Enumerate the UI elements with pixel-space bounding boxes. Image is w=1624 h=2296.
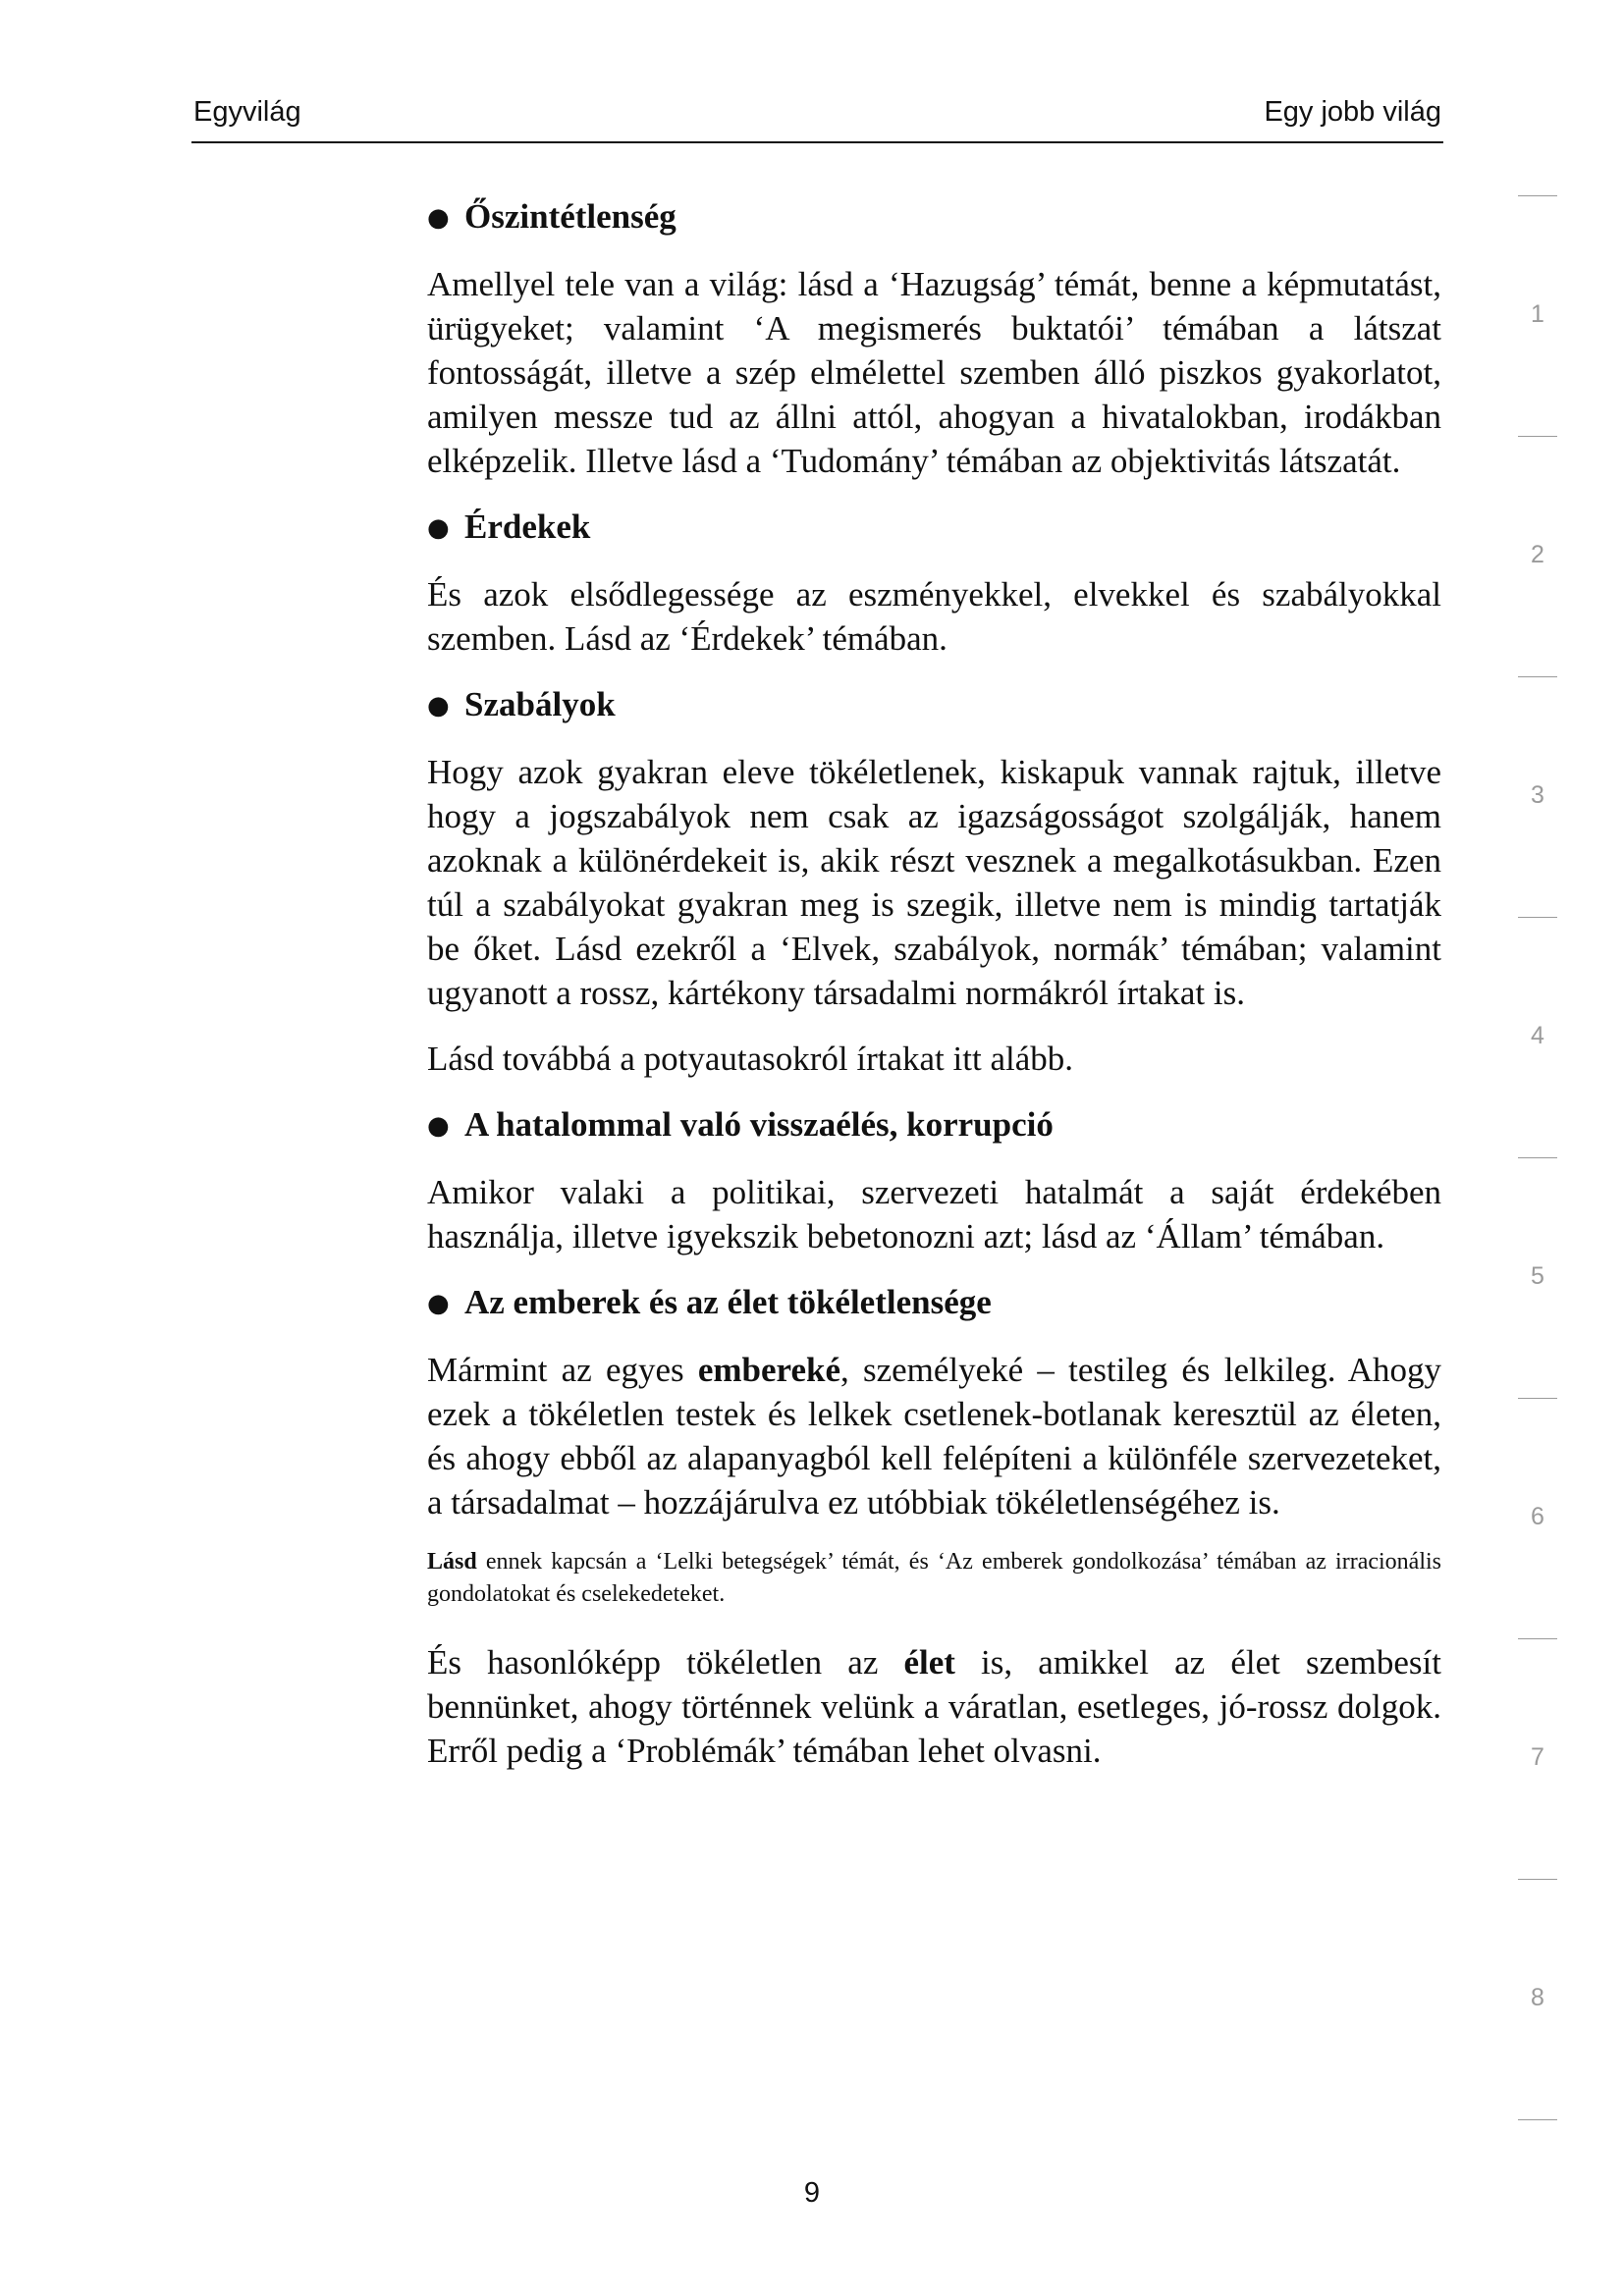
paragraph: Amellyel tele van a világ: lásd a ‘Hazugság’ témát, benne a képmutatást, ürügyeket; valamint ‘A megismerés buktatói’ témában a látszat fontosságát, illetve a szép elmélettel szemben álló piszkos gyakorlatot, amilyen messze tud az állni attól, ahogyan a hivatalokban, irodákban elképzelik. Illetve lásd a ‘Tudomány’ témában az objektivitás látszatát. [427,265,1441,480]
margin-number: 5 [1531,1262,1544,1290]
margin-number: 8 [1531,1984,1544,2011]
margin-tick [1518,1638,1557,1639]
section-title-text: Az emberek és az élet tökéletlensége [464,1283,992,1321]
bullet-icon: ● [427,1289,450,1318]
margin-tick [1518,917,1557,918]
paragraph: Lásd továbbá a potyautasokról írtakat itt alább. [427,1040,1073,1078]
bullet-icon: ● [427,203,450,233]
margin-tick [1518,195,1557,196]
section-title-oszintetlenseg [427,194,1441,240]
margin-tick [1518,436,1557,437]
margin-tick [1518,1157,1557,1158]
section-title-text: Őszintétlenség [464,197,677,236]
bold-text: élet [903,1643,955,1682]
header-left-title: Egyvilág [193,96,301,128]
section-title-szabalyok [427,682,1441,728]
section-title-hatalom [427,1102,1441,1148]
paragraph: Amikor valaki a politikai, szervezeti hatalmát a saját érdekében használja, illetve igyekszik bebetonozni azt; lásd az ‘Állam’ témában. [427,1173,1441,1255]
note-paragraph [427,1546,1441,1611]
bold-text: Lásd [427,1549,477,1575]
bullet-icon: ● [427,1111,450,1141]
margin-number: 3 [1531,781,1544,809]
margin-tick [1518,2119,1557,2120]
section-title-text: Érdekek [464,507,591,546]
section-title-text: Szabályok [464,685,616,723]
header-right-title: Egy jobb világ [1264,96,1441,128]
paragraph: És azok elsődlegessége az eszményekkel, elvekkel és szabályokkal szemben. Lásd az ‘Érdekek’ témában. [427,575,1441,658]
section-title-tokeletlenseg [427,1280,1441,1326]
text-run: ennek kapcsán a ‘Lelki betegségek’ témát, és ‘Az emberek gondolkozása’ témában az irracionális gondolatokat és cselekedeteket. [427,1549,1441,1607]
line-margin-marks [1512,0,1571,2296]
paragraph: Hogy azok gyakran eleve tökéletlenek, kiskapuk vannak rajtuk, illetve hogy a jogszabályok nem csak az igazságosságot szolgálják, hanem azoknak a különérdekeit is, akik részt vesznek a megalkotásukban. Ezen túl a szabályokat gyakran meg is szegik, illetve nem is mindig tartatják be őket. Lásd ezekről a ‘Elvek, szabályok, normák’ témában; valamint ugyanott a rossz, kártékony társadalmi normákról írtakat is. [427,753,1441,1012]
text-run: Mármint az egyes [427,1351,698,1389]
paragraph [427,1640,1441,1773]
page-number: 9 [803,2177,821,2209]
text-run: , személyeké – testileg és lelkileg. Ahogy ezek a tökéletlen testek és lelkek csetlenek-botlanak keresztül az életen, és ahogy ebből az alapanyagból kell felépíteni a különféle szervezeteket, a társadalmat – hozzájárulva ez utóbbiak tökéletlenségéhez is. [427,1351,1442,1522]
section-title-erdekek [427,505,1441,551]
paragraph [427,1348,1441,1524]
margin-tick [1518,676,1557,677]
text-run: És hasonlóképp tökéletlen az [427,1643,904,1682]
margin-number: 7 [1531,1743,1544,1771]
margin-tick [1518,1398,1557,1399]
text-run: is, amikkel az élet szembesít bennünket, ahogy történnek velünk a váratlan, esetleges, jó-rossz dolgok. Erről pedig a ‘Problémák’ témában lehet olvasni. [427,1643,1441,1770]
margin-number: 6 [1531,1503,1544,1530]
margin-number: 4 [1531,1022,1544,1049]
margin-number: 2 [1531,541,1544,568]
section-title-text: A hatalommal való visszaélés, korrupció [464,1105,1054,1144]
bold-text: embereké [697,1351,840,1389]
page-content [427,194,1441,1794]
margin-number: 1 [1531,300,1544,328]
running-header [191,96,1443,143]
bullet-icon: ● [427,691,450,721]
bullet-icon: ● [427,513,450,543]
margin-tick [1518,1879,1557,1880]
